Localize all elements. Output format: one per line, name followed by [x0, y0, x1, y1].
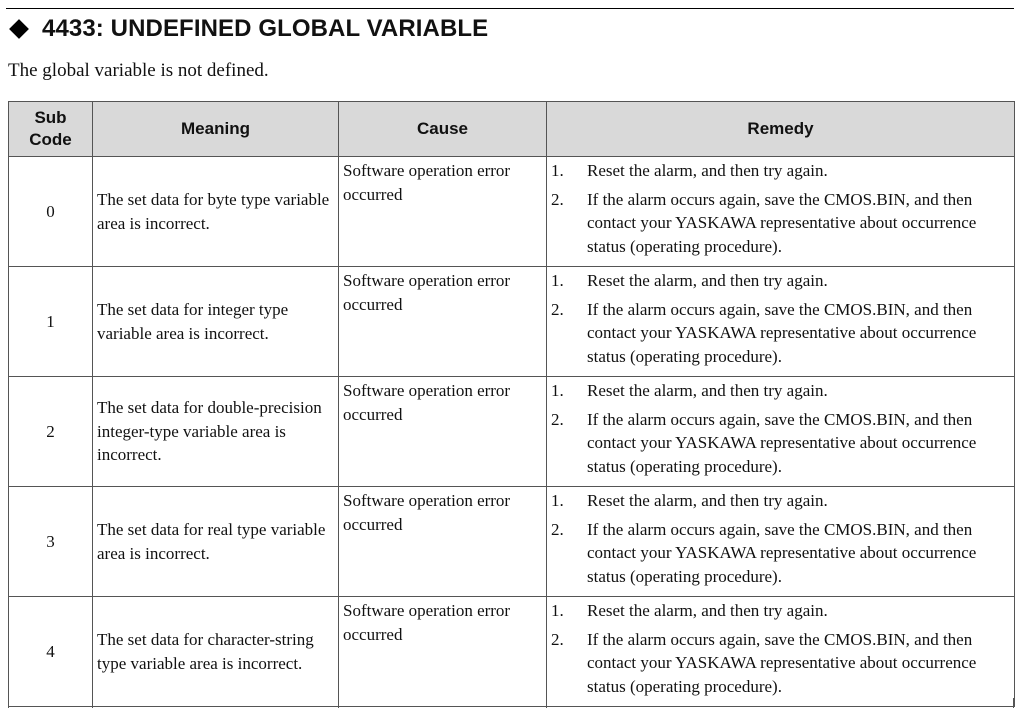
column-header-remedy: Remedy [547, 102, 1015, 157]
remedy-step [551, 518, 1008, 589]
subcode-cell: 1 [9, 267, 93, 377]
column-header-subcode-line1: Sub [34, 108, 67, 127]
table-row [9, 377, 1015, 487]
cause-cell: Software operation error occurred [339, 267, 547, 377]
remedy-step [551, 408, 1008, 479]
diamond-bullet-icon [9, 19, 29, 39]
remedy-step-number: 2. [551, 409, 564, 429]
column-header-subcode [9, 102, 93, 157]
subcode-cell: 3 [9, 487, 93, 597]
subcode-cell: 0 [9, 157, 93, 267]
cause-cell: Software operation error occurred [339, 487, 547, 597]
table-row [9, 487, 1015, 597]
table-row [9, 267, 1015, 377]
column-divider [1013, 698, 1014, 708]
table-header-row [9, 102, 1015, 157]
remedy-step-number: 2. [551, 629, 564, 649]
remedy-step-number: 2. [551, 189, 564, 209]
remedy-cell [547, 487, 1015, 597]
remedy-step-text: If the alarm occurs again, save the CMOS.BIN, and then contact your YASKAWA representative about occurrence status (operating procedure). [587, 299, 977, 366]
remedy-step-text: Reset the alarm, and then try again. [587, 491, 828, 510]
alarm-title: 4433: UNDEFINED GLOBAL VARIABLE [42, 15, 489, 42]
meaning-cell: The set data for character-string type variable area is incorrect. [93, 597, 339, 707]
remedy-step-text: If the alarm occurs again, save the CMOS.BIN, and then contact your YASKAWA representative about occurrence status (operating procedure). [587, 189, 977, 256]
remedy-cell [547, 597, 1015, 707]
meaning-cell: The set data for integer type variable area is incorrect. [93, 267, 339, 377]
remedy-step-text: Reset the alarm, and then try again. [587, 381, 828, 400]
remedy-step-number: 1. [551, 601, 564, 620]
meaning-cell: The set data for byte type variable area is incorrect. [93, 157, 339, 267]
remedy-step [551, 599, 1008, 623]
subcode-cell: 4 [9, 597, 93, 707]
remedy-step-number: 2. [551, 519, 564, 539]
remedy-step-text: Reset the alarm, and then try again. [587, 271, 828, 290]
remedy-step [551, 269, 1008, 293]
column-header-meaning: Meaning [93, 102, 339, 157]
remedy-step [551, 379, 1008, 403]
alarm-subcode-table [8, 101, 1015, 707]
remedy-step-text: Reset the alarm, and then try again. [587, 161, 828, 180]
column-divider [546, 698, 547, 708]
alarm-heading [10, 12, 488, 46]
column-header-cause: Cause [339, 102, 547, 157]
remedy-step [551, 628, 1008, 699]
remedy-step [551, 188, 1008, 259]
top-rule-divider [6, 8, 1014, 9]
meaning-cell: The set data for double-precision integer-type variable area is incorrect. [93, 377, 339, 487]
remedy-step-number: 1. [551, 271, 564, 290]
remedy-step [551, 489, 1008, 513]
remedy-step-text: Reset the alarm, and then try again. [587, 601, 828, 620]
remedy-step-number: 1. [551, 491, 564, 510]
next-row-partial [8, 698, 1014, 708]
cause-cell: Software operation error occurred [339, 377, 547, 487]
table-row [9, 157, 1015, 267]
meaning-cell: The set data for real type variable area is incorrect. [93, 487, 339, 597]
remedy-step [551, 159, 1008, 183]
cause-cell: Software operation error occurred [339, 157, 547, 267]
column-divider [338, 698, 339, 708]
remedy-cell [547, 157, 1015, 267]
remedy-step-number: 1. [551, 381, 564, 400]
remedy-step-number: 2. [551, 299, 564, 319]
remedy-step-text: If the alarm occurs again, save the CMOS.BIN, and then contact your YASKAWA representative about occurrence status (operating procedure). [587, 629, 977, 696]
remedy-step [551, 298, 1008, 369]
column-divider [92, 698, 93, 708]
remedy-cell [547, 377, 1015, 487]
remedy-cell [547, 267, 1015, 377]
column-header-subcode-line2: Code [29, 130, 72, 149]
table-row [9, 597, 1015, 707]
subcode-cell: 2 [9, 377, 93, 487]
cause-cell: Software operation error occurred [339, 597, 547, 707]
remedy-step-text: If the alarm occurs again, save the CMOS.BIN, and then contact your YASKAWA representative about occurrence status (operating procedure). [587, 519, 977, 586]
alarm-description: The global variable is not defined. [8, 60, 269, 81]
column-divider [8, 698, 9, 708]
remedy-step-number: 1. [551, 161, 564, 180]
remedy-step-text: If the alarm occurs again, save the CMOS.BIN, and then contact your YASKAWA representative about occurrence status (operating procedure). [587, 409, 977, 476]
